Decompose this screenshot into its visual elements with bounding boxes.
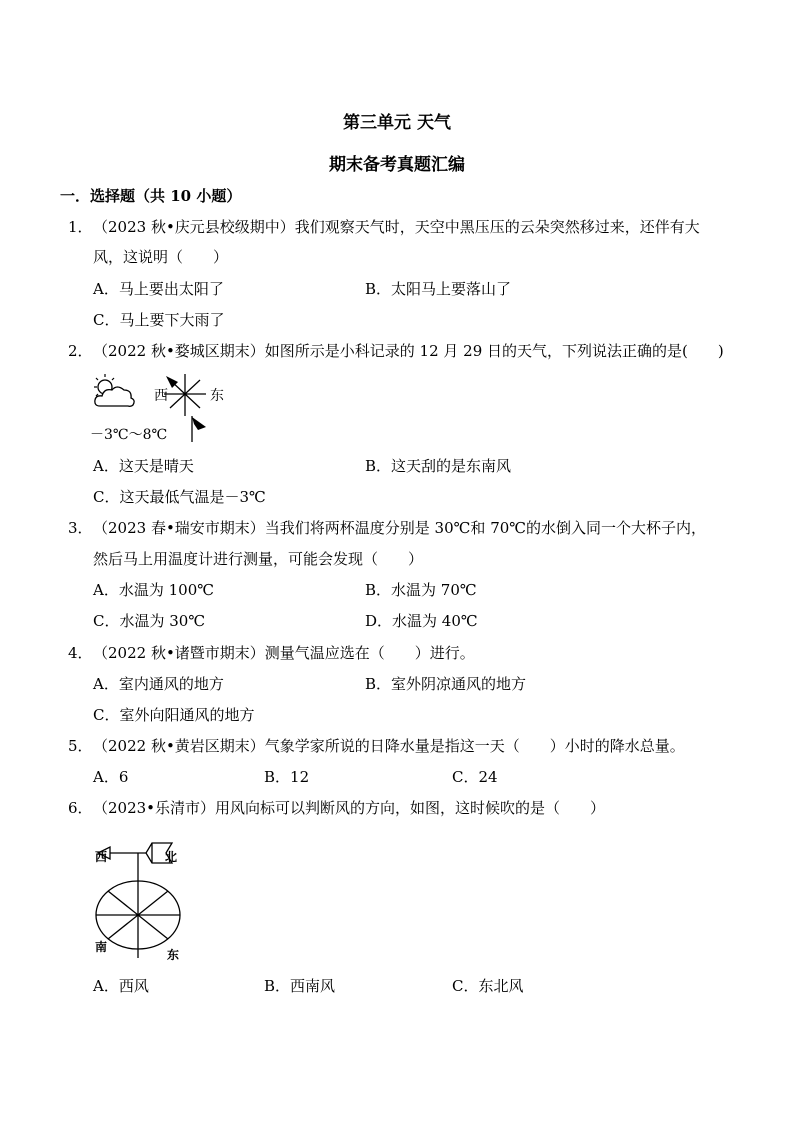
question-1-option-c: C．马上要下大雨了 [93,311,225,329]
question-6-option-a: A．西风 [93,977,149,995]
question-6-number: 6． [68,799,93,817]
question-3-option-b: B．水温为 70℃ [365,581,477,599]
question-1-number: 1． [68,218,93,236]
question-3-text: （2023 春•瑞安市期末）当我们将两杯温度分别是 30℃和 70℃的水倒入同一个大杯子内， [93,519,707,537]
question-3-option-a: A．水温为 100℃ [93,581,215,599]
question-2-option-c: C．这天最低气温是－3℃ [93,488,266,506]
figure-east-label: 东 [210,388,224,404]
question-1-option-a: A．马上要出太阳了 [93,280,224,298]
question-2-text: （2022 秋•婺城区期末）如图所示是小科记录的 12 月 29 日的天气，下列说法正确的是( ) [93,342,724,360]
section-heading: 一．选择题（共 10 小题） [60,187,242,205]
question-5-text: （2022 秋•黄岩区期末）气象学家所说的日降水量是指这一天（ ）小时的降水总量。 [93,737,685,755]
question-5-option-b: B．12 [264,768,310,786]
question-2-option-a: A．这天是晴天 [93,457,194,475]
question-5-number: 5． [68,737,93,755]
question-3-option-d: D．水温为 40℃ [365,612,478,630]
figure-west-label: 西 [154,388,168,404]
question-4-option-b: B．室外阴凉通风的地方 [365,675,527,693]
question-5-option-c: C．24 [452,768,498,786]
question-3-text-cont: 然后马上用温度计进行测量，可能会发现（ ） [93,550,424,568]
question-4-option-a: A．室内通风的地方 [93,675,224,693]
question-1-text-cont: 风，这说明（ ） [93,248,229,266]
vane-east-label: 东 [167,948,180,962]
question-2-option-b: B．这天刮的是东南风 [365,457,512,475]
question-1-option-b: B．太阳马上要落山了 [365,280,512,298]
page-subtitle: 期末备考真题汇编 [329,155,465,175]
question-4-number: 4． [68,644,93,662]
vane-south-label: 南 [95,940,108,954]
question-2-number: 2． [68,342,93,360]
question-4-option-c: C．室外向阳通风的地方 [93,706,255,724]
question-3-option-c: C．水温为 30℃ [93,612,206,630]
page-title: 第三单元 天气 [343,113,451,133]
vane-west-label: 西 [95,850,108,864]
question-5-option-a: A．6 [93,768,129,786]
question-6-option-b: B．西南风 [264,977,336,995]
question-6-text: （2023•乐清市）用风向标可以判断风的方向，如图，这时候吹的是（ ） [93,799,606,817]
question-6-option-c: C．东北风 [452,977,524,995]
question-4-text: （2022 秋•诸暨市期末）测量气温应选在（ ）进行。 [93,644,475,662]
vane-north-label: 北 [165,850,178,864]
figure-temperature-label: －3℃～8℃ [90,427,168,443]
question-3-number: 3． [68,519,93,537]
question-1-text: （2023 秋•庆元县校级期中）我们观察天气时，天空中黑压压的云朵突然移过来，还伴有大 [93,218,700,236]
